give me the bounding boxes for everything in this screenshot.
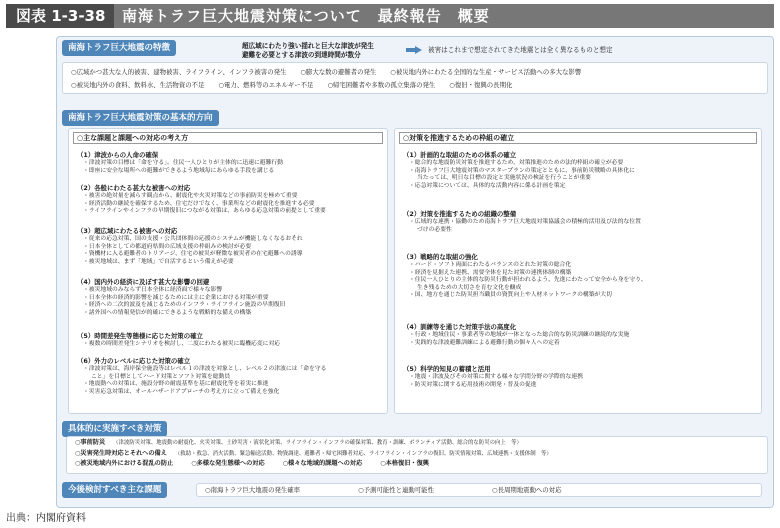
features-list (62, 62, 768, 94)
group-item: ・防災対策に関する応用技術の開発・普及の促進 (409, 381, 537, 388)
measure-row (75, 438, 759, 449)
group-item: ・日本全体の経済的影響を減じるためには主に企業における対策が重要 (83, 294, 269, 301)
group-item: ・経済活動の継続を確保するため、住宅だけでなく、事業所などの耐震化を推進する必要 (83, 200, 315, 207)
group-item: ・ライフラインやインフラの早期復旧につながる対策は、あらゆる応急対策の前提として重要 (83, 208, 326, 215)
features-row-1 (71, 66, 759, 79)
policy-group (77, 332, 280, 349)
measure-head: ○事前防災 (75, 439, 106, 446)
group-item: ・応急対策については、具体的な活動内容に係る計画を策定 (409, 182, 566, 189)
group-item: ・日本全体としての都道府県間の広域支援の枠組みの検討が必要 (83, 243, 252, 250)
headline-line-1: 超広域にわたり強い揺れと巨大な津波が発生 (242, 42, 374, 50)
features-section (62, 40, 768, 96)
future-issues-label: 今後検討すべき主な課題 (62, 482, 167, 498)
measure-item: ○本格復旧・復興 (380, 460, 429, 467)
group-item: ・総合的な地震防災対策を推進するため、対策推進のための法的枠組の確立が必要 (409, 160, 624, 166)
group-item: ・住民一人ひとりの主体的な防災行動が担われるよう、先進にわたって安全から身を守り、 (409, 277, 647, 284)
group-item: ・諸外国への情報発信が的確にできるような戦略的な備えの構築 (83, 309, 252, 316)
feature-item: ○広域かつ甚大な人的被害、建物被害、ライフライン、インフラ被害の発生 (71, 68, 287, 76)
group-title: （5）科学的知見の蓄積と活用 (403, 365, 491, 373)
policy-group (77, 357, 326, 396)
group-item: ・被災地域は、まず「地域」で自活するという備えが必要 (83, 258, 234, 265)
measure-item: ○多様な発生態様への対応 (191, 460, 265, 467)
group-item: ・地震・津波及びその対策に関する様々な学問分野の学際的な連携 (409, 374, 583, 380)
source-note: 出典：内閣府資料 (6, 513, 86, 524)
features-consequence: 被害はこれまで想定されてきた地震とは全く異なるものと想定 (428, 46, 613, 54)
group-title: （3）戦略的な取組の強化 (403, 253, 478, 261)
measure-item: ○様々な地域的課題への対応 (282, 460, 363, 467)
policy-right-heading: ○対策を推進するための枠組の確立 (399, 132, 757, 144)
policy-group (77, 278, 285, 317)
future-item: ○長周期地震動への対応 (492, 486, 562, 494)
policy-group (403, 365, 583, 389)
measure-row (75, 449, 759, 460)
policy-group (403, 323, 629, 347)
group-item: ・複数の時間差発生シナリオを検討し、二度にわたる被災に臨機応変に対応 (83, 341, 281, 347)
policy-left-heading: ○主な課題と課題への対応の考え方 (73, 132, 383, 144)
group-item: ・行政・地域住民・事業者等の地域が一体となった総合的な防災訓練の継続的な実施 (409, 332, 630, 338)
group-item: ・地震動への対策は、施設分野の耐震基準を基に耐震化等を着実に推進 (83, 381, 269, 388)
policy-group (403, 253, 647, 300)
policy-left-column (68, 128, 388, 414)
measure-row (75, 459, 759, 469)
feature-item: ○膨大な数の避難者の発生 (300, 68, 377, 76)
policy-group (77, 227, 303, 266)
feature-item: ○被災地内外の食料、飲料水、生活物資の不足 (71, 81, 205, 89)
group-title: （5）時間差発生等態様に応じた対策の確立 (77, 332, 203, 340)
group-item: ・実践的な津波避難訓練による避難行動の個々人への定着 (409, 339, 560, 346)
feature-item: ○帰宅困難者や多数の孤立集落の発生 (327, 81, 436, 89)
group-item: ・被害の絶対量を減らす観点から、耐震化や火災対策などの事前防災を極めて重要 (83, 193, 298, 199)
group-item: ・経済を見据えた連携、需要全体を見た対策の連携体制の構築 (409, 269, 572, 276)
features-label: 南海トラフ巨大地震の特徴 (62, 40, 176, 56)
group-item: ・ハード・ソフト両面にわたるバランスのとれた対策の総合化 (409, 262, 572, 268)
group-title: （3）超広域にわたる被害への対応 (77, 227, 178, 235)
group-title: （1）計画的な取組のための体系の確立 (403, 151, 517, 159)
measure-detail: （津波防災対策、地震動の耐震化、火災対策、土砂災害・液状化対策、ライフライン・インフラの確保対策、教育・訓練、ボランティア活動、総合的な防災の向上 等） (113, 440, 522, 446)
policy-right-column (394, 128, 762, 414)
group-title: （2）各般にわたる甚大な被害への対応 (77, 184, 191, 192)
features-headline (242, 42, 374, 60)
group-item: ・広域的な連携・協働のため南海トラフ巨大地震対策協議会の積極的活用及び法的な位置 (409, 219, 641, 225)
measure-head: ○災害発生時対応とそれへの備え (75, 449, 167, 457)
concrete-measures-box (66, 436, 768, 474)
feature-item: ○被災地内外にわたる全国的な生産・サービス活動への多大な影響 (390, 68, 582, 76)
future-item: ○南海トラフ巨大地震の発生確率 (205, 486, 301, 494)
future-issues-box (196, 483, 762, 497)
group-item: ・南海トラフ巨大地震対策のマスタープランの策定とともに、事前防災戦略の具体化に (409, 167, 635, 174)
future-item: ○予測可能性と連動可能性 (358, 486, 434, 494)
policy-label: 南海トラフ巨大地震対策の基本的方向 (62, 110, 219, 126)
group-item: ・災害応急対策は、オールハザードアプローチの考え方に立って備えを強化 (83, 388, 280, 395)
group-item: ・津波対策は、海岸保全施設等はレベル１の津波を対象とし、レベル２の津波には「命を守る (83, 366, 327, 372)
group-title: （2）対策を推進するための組織の整備 (403, 210, 517, 218)
measure-detail: （救助・救急、消火活動、緊急輸送活動、物資調達、避難者・帰宅困難者対応、ライフライン・インフラの復旧、防災情報対策、広域連携・支援体制 等） (174, 450, 552, 457)
feature-item: ○復旧・復興の長期化 (449, 81, 513, 89)
group-item: ・資機材に入る避難者のトリアージ、住宅の被災が軽微な被災者の在宅避難への誘導 (83, 251, 303, 258)
figure-header (6, 4, 774, 28)
group-title: （1）津波からの人命の確保 (77, 151, 159, 159)
policy-group (77, 151, 283, 175)
group-item: ・従来の応急対策、国の支援・公共団体間の応援のシステムが機能しなくなるおそれ (83, 236, 303, 242)
group-item: 生き残るための大切さを育む文化を醸成 (417, 284, 522, 291)
feature-item: ○電力、燃料等のエネルギー不足 (218, 81, 314, 89)
group-title: （4）訓練等を通じた対策手法の高度化 (403, 323, 517, 331)
right-arrow-icon (406, 46, 422, 54)
group-item: ・国、地方を通じた防災担当職員の資質向上や人材ネットワークの構築が大切 (409, 292, 612, 299)
group-title: （6）外力のレベルに応じた対策の確立 (77, 357, 191, 365)
group-item: 当たっては、明日な目標の設定と実施状況の検証を行うことが重要 (417, 175, 591, 182)
headline-line-2: 避難を必要とする津波の到達時間が数分 (242, 51, 361, 59)
features-row-2 (71, 79, 759, 92)
group-item: こと」を目標としてハード対策とソフト対策を総動員 (91, 373, 231, 380)
measure-item: ○被災地域内外における混乱の防止 (75, 460, 174, 467)
policy-group (403, 151, 635, 190)
group-item: ・経済への二次的波及を減じるためのインフラ・ライフライン施設の早期復旧 (83, 302, 286, 309)
figure-number: 図表 1-3-38 (6, 4, 114, 28)
policy-group (403, 210, 641, 234)
group-item: づけの必要性 (417, 226, 452, 233)
group-item: ・被災地域のみならず日本全体に経済面で様々な影響 (83, 287, 223, 293)
group-item: ・津波対策の目標は「命を守る」。住民一人ひとりが主体的に迅速に避難行動 (83, 160, 283, 166)
concrete-measures-label: 具体的に実施すべき対策 (62, 421, 167, 437)
figure-title: 南海トラフ巨大地震対策について 最終報告 概要 (122, 7, 490, 25)
policy-group (77, 184, 326, 216)
group-item: ・即座に安全な場所への避難ができるよう地域毎にあらゆる手段を講じる (83, 167, 275, 174)
group-title: （4）国内外の経済に及ぼす甚大な影響の回避 (77, 278, 210, 286)
